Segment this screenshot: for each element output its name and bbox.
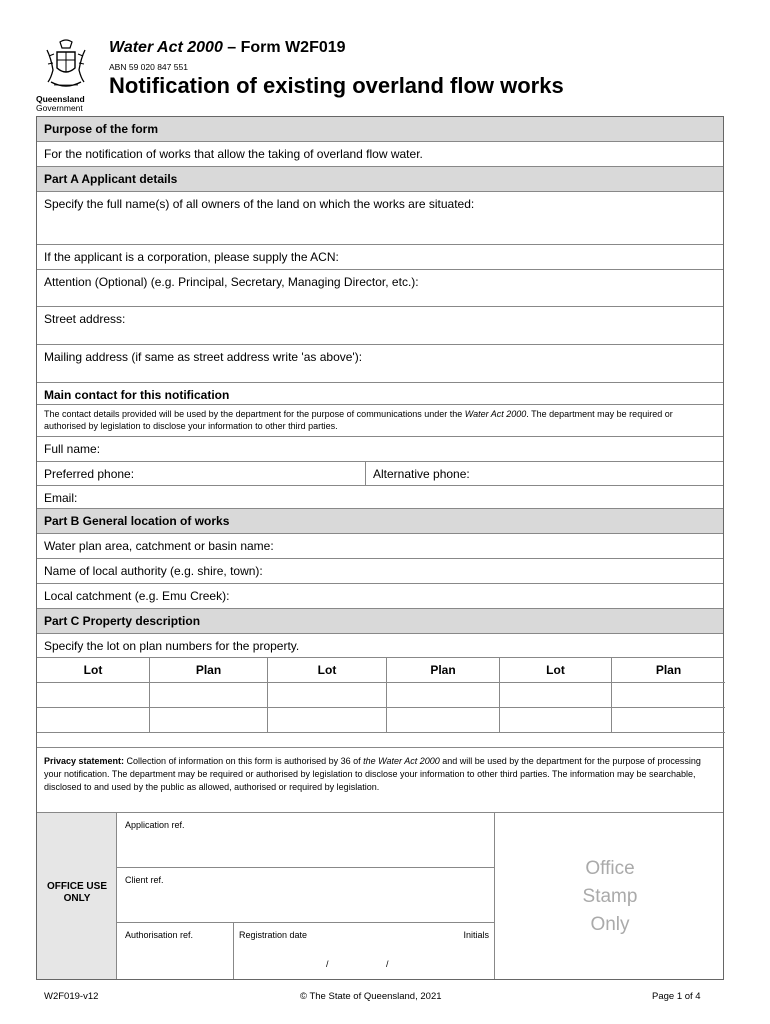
date-separator: / <box>386 959 389 969</box>
full-name-label: Full name: <box>44 442 101 456</box>
lot-input[interactable] <box>500 683 612 708</box>
local-authority-field[interactable] <box>37 559 723 584</box>
page-title: Notification of existing overland flow works <box>109 73 564 98</box>
coat-of-arms-icon <box>43 38 89 92</box>
office-use-band <box>37 813 117 979</box>
page-number: Page 1 of 4 <box>652 991 701 1002</box>
crest-label-government: Government <box>36 103 83 113</box>
part-c-heading: Part C Property description <box>37 609 723 634</box>
lot-input[interactable] <box>37 708 150 733</box>
full-name-field[interactable] <box>37 437 723 462</box>
form-code: W2F019-v12 <box>44 991 99 1002</box>
notification-form <box>36 116 724 980</box>
lot-input[interactable] <box>268 708 387 733</box>
initials-label: Initials <box>463 930 489 940</box>
authorisation-ref-field[interactable] <box>117 923 234 979</box>
plan-input[interactable] <box>150 683 268 708</box>
preferred-phone-field[interactable] <box>37 462 366 485</box>
street-address-label: Street address: <box>44 312 126 326</box>
lot-input[interactable] <box>500 708 612 733</box>
form-header <box>34 36 734 116</box>
stamp-line-3: Only <box>590 914 630 935</box>
local-catchment-field[interactable] <box>37 584 723 609</box>
plan-input[interactable] <box>387 708 500 733</box>
mailing-address-field[interactable] <box>37 345 723 383</box>
local-catchment-label: Local catchment (e.g. Emu Creek): <box>44 589 230 603</box>
application-ref-label: Application ref. <box>125 820 185 830</box>
office-use-label: OFFICE USE ONLY <box>46 881 107 904</box>
privacy-label: Privacy statement: <box>44 756 125 766</box>
queensland-government-logo <box>34 38 100 116</box>
plan-input[interactable] <box>612 683 725 708</box>
owners-field[interactable] <box>37 192 723 245</box>
alternative-phone-label: Alternative phone: <box>373 467 470 481</box>
application-ref-field[interactable] <box>117 813 495 868</box>
mailing-address-label: Mailing address (if same as street address write 'as above'): <box>44 350 363 364</box>
contact-note: The contact details provided will be used by the department for the purpose of communications under the Water Act 2000. The department may be required or authorised by legislation to disclose your information to other third parties. <box>37 405 723 437</box>
authorisation-row <box>117 923 495 979</box>
crest-label-queensland: Queensland <box>36 94 85 104</box>
acn-label: If the applicant is a corporation, please supply the ACN: <box>44 250 339 264</box>
privacy-statement: Privacy statement: Collection of information on this form is authorised by 36 of the Water Act 2000 and will be used by the department for the purpose of processing your notification. The department may be required or authorised by legislation to disclose your information to other third parties. The information may be searchable, disclosed to and used by the public as allowed, authorised or required by legislation. <box>37 748 723 813</box>
date-separator: / <box>326 959 329 969</box>
column-header-plan: Plan <box>612 658 725 683</box>
contact-heading: Main contact for this notification <box>37 383 723 405</box>
purpose-text: For the notification of works that allow the taking of overland flow water. <box>37 142 723 167</box>
registration-date-field[interactable] <box>234 923 495 979</box>
client-ref-label: Client ref. <box>125 875 164 885</box>
plan-input[interactable] <box>150 708 268 733</box>
stamp-line-1: Office <box>585 858 635 879</box>
office-use-section <box>37 813 723 979</box>
abn: ABN 59 020 847 551 <box>109 62 188 72</box>
office-refs <box>117 813 495 979</box>
plan-input[interactable] <box>612 708 725 733</box>
email-label: Email: <box>44 491 78 505</box>
form-number: – Form W2F019 <box>222 39 346 56</box>
registration-date-label: Registration date <box>239 930 308 940</box>
act-line <box>109 39 346 57</box>
street-address-field[interactable] <box>37 307 723 345</box>
alternative-phone-field[interactable] <box>366 462 477 485</box>
client-ref-field[interactable] <box>117 868 495 923</box>
plan-input[interactable] <box>387 683 500 708</box>
lot-input[interactable] <box>268 683 387 708</box>
water-plan-field[interactable] <box>37 534 723 559</box>
part-c-instruction: Specify the lot on plan numbers for the property. <box>37 634 723 658</box>
email-field[interactable] <box>37 486 723 509</box>
stamp-line-2: Stamp <box>582 886 638 907</box>
part-b-heading: Part B General location of works <box>37 509 723 534</box>
preferred-phone-label: Preferred phone: <box>44 467 135 481</box>
office-stamp-area <box>495 813 725 979</box>
attention-field[interactable] <box>37 270 723 307</box>
spacer <box>37 733 723 748</box>
attention-label: Attention (Optional) (e.g. Principal, Secretary, Managing Director, etc.): <box>44 275 419 289</box>
act-title: Water Act 2000 <box>109 39 223 56</box>
copyright: © The State of Queensland, 2021 <box>300 991 442 1002</box>
owners-label: Specify the full name(s) of all owners of the land on which the works are situated: <box>44 197 475 211</box>
column-header-plan: Plan <box>387 658 500 683</box>
local-authority-label: Name of local authority (e.g. shire, town): <box>44 564 263 578</box>
purpose-heading: Purpose of the form <box>37 117 723 142</box>
water-plan-label: Water plan area, catchment or basin name: <box>44 539 274 553</box>
phone-row <box>37 462 723 486</box>
column-header-lot: Lot <box>500 658 612 683</box>
lot-plan-table <box>37 658 723 733</box>
column-header-lot: Lot <box>37 658 150 683</box>
lot-input[interactable] <box>37 683 150 708</box>
part-a-heading: Part A Applicant details <box>37 167 723 192</box>
authorisation-ref-label: Authorisation ref. <box>125 930 194 940</box>
column-header-plan: Plan <box>150 658 268 683</box>
column-header-lot: Lot <box>268 658 387 683</box>
acn-field[interactable] <box>37 245 723 270</box>
